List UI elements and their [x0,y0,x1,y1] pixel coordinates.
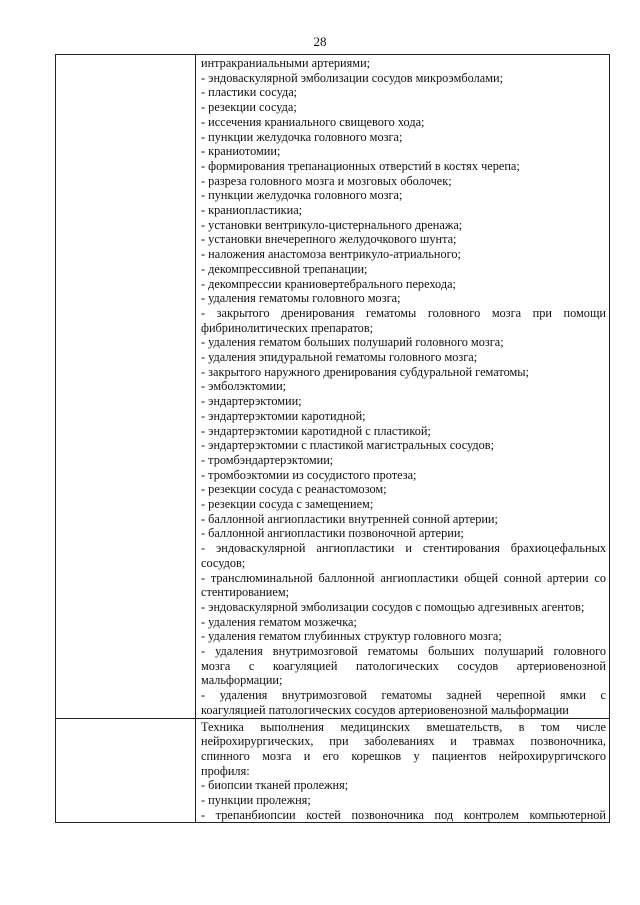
text-line: - эндоваскулярной ангиопластики и стентирования брахиоцефальных [201,541,606,556]
procedures-table [55,54,610,823]
text-line: стентированием; [201,585,290,600]
text-line: - пункции желудочка головного мозга; [201,129,403,144]
text-line: - краниопластикиа; [201,203,303,218]
text-line: - закрытого наружного дренирования субдуральной гематомы; [201,364,529,379]
text-line: - эмболэктомии; [201,379,287,394]
text-line: - транслюминальной баллонной ангиопластики общей сонной артерии со [201,570,606,585]
text-line: нейрохирургических, при заболеваниях и травмах позвоночника, [201,734,606,749]
text-line: - трепанбиопсии костей позвоночника под контролем компьютерной [201,807,606,822]
text-line: сосудов; [201,555,246,570]
text-line: - удаления гематом мозжечка; [201,614,357,629]
text-line: - эндартерэктомии с пластикой магистральных сосудов; [201,438,495,453]
right-cell [196,55,610,719]
text-line: - резекции сосуда с замещением; [201,497,374,512]
text-line: - эндартерэктомии каротидной; [201,408,366,423]
text-line: - удаления внутримозговой гематомы больших полушарий головного [201,644,606,659]
text-line: - формирования трепанационных отверстий в костях черепа; [201,158,520,173]
text-line: - эндоваскулярной эмболизации сосудов с помощью адгезивных агентов; [201,599,585,614]
text-line: - эндоваскулярной эмболизации сосудов микроэмболами; [201,70,503,85]
text-line: - пластики сосуда; [201,85,298,100]
text-line: - эндартерэктомии каротидной с пластикой; [201,423,431,438]
text-line: профиля: [201,763,250,778]
table-row [56,55,610,719]
text-line: фибринолитических препаратов; [201,320,374,335]
text-line: интракраниальными артериями; [201,56,371,70]
text-line: - тромбэндартерэктомии; [201,452,334,467]
left-cell [56,55,196,719]
cell-content [196,719,609,823]
text-line: - удаления гематом больших полушарий головного мозга; [201,335,504,350]
text-line: - резекции сосуда с реанастомозом; [201,482,387,497]
text-line: коагуляцией патологических сосудов артериовенозной мальформации [201,702,569,717]
text-line: - установки внечерепного желудочкового шунта; [201,232,457,247]
text-line: мозга с коагуляцией патологических сосудов артериовенозной [201,658,606,673]
right-cell [196,718,610,823]
text-line: - пункции пролежня; [201,793,311,808]
text-line: - баллонной ангиопластики позвоночной артерии; [201,526,464,541]
text-line: - декомпрессии краниовертебрального перехода; [201,276,456,291]
text-line: - тромбоэктомии из сосудистого протеза; [201,467,417,482]
text-line: Техника выполнения медицинских вмешательств, в том числе [201,719,606,734]
text-line: - эндартерэктомии; [201,394,302,409]
text-line: - пункции желудочка головного мозга; [201,188,403,203]
table-body [56,55,610,823]
text-line: - удаления гематом глубинных структур головного мозга; [201,629,502,644]
text-line: - удаления внутримозговой гематомы задней черепной ямки с [201,688,606,703]
text-line: - удаления эпидуральной гематомы головного мозга; [201,350,478,365]
text-line: - резекции сосуда; [201,100,297,115]
text-line: - закрытого дренирования гематомы головного мозга при помощи [201,305,606,320]
text-line: - разреза головного мозга и мозговых оболочек; [201,173,452,188]
text-line: - установки вентрикуло-цистернального дренажа; [201,217,463,232]
text-line: спинного мозга и его корешков у пациентов нейрохирургичского [201,748,606,763]
text-line: - иссечения краниального свищевого хода; [201,114,425,129]
text-line: - краниотомии; [201,144,281,159]
text-line: - удаления гематомы головного мозга; [201,291,401,306]
text-line: - биопсии тканей пролежня; [201,778,349,793]
text-line: - баллонной ангиопластики внутренней сонной артерии; [201,511,498,526]
page-number: 28 [313,34,327,49]
table-row [56,718,610,823]
cell-content [196,55,609,718]
text-line: мальформации; [201,673,283,688]
left-cell [56,718,196,823]
text-line: - наложения анастомоза вентрикуло-атриального; [201,247,461,262]
text-line: - декомпрессивной трепанации; [201,261,368,276]
